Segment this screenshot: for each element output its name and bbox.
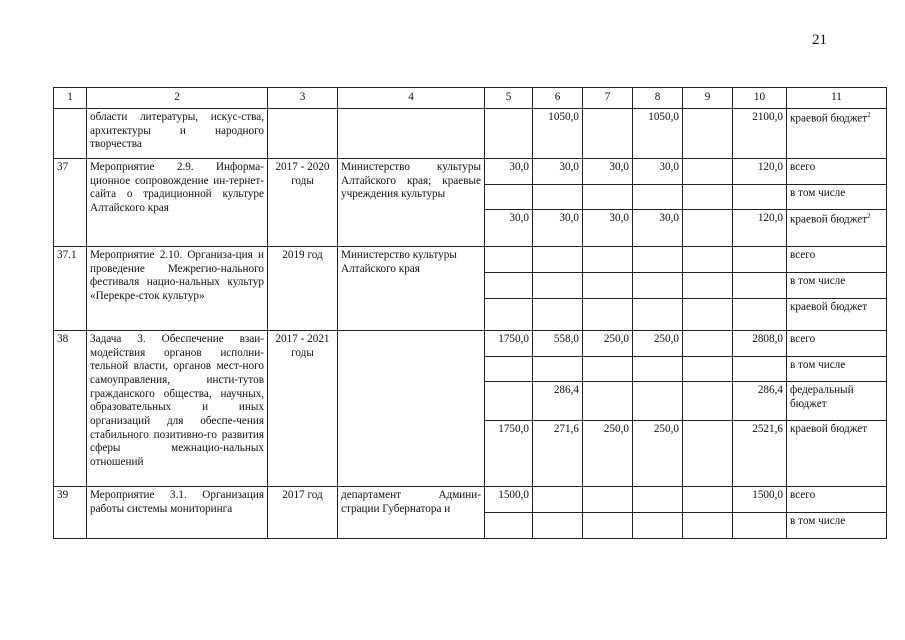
row-number: 37.1	[54, 247, 87, 331]
value-cell: 286,4	[733, 382, 787, 421]
value-cell: 250,0	[633, 331, 683, 357]
funding-source: в том числе	[787, 357, 887, 382]
value-cell: 1750,0	[485, 331, 533, 357]
value-cell: 250,0	[633, 421, 683, 487]
years-cell: 2017 - 2021 годы	[268, 331, 338, 487]
funding-source: в том числе	[787, 273, 887, 299]
measure-name: Мероприятие 2.9. Информа-ционное сопровождение ин-тернет-сайта о традиционной культуре Алтайского края	[87, 159, 268, 247]
funding-source: всего	[787, 487, 887, 513]
funding-source: краевой бюджет	[787, 299, 887, 331]
table-row	[54, 247, 887, 273]
table-row	[54, 487, 887, 513]
header-cell: 8	[633, 88, 683, 109]
row-number: 38	[54, 331, 87, 487]
funding-source: всего	[787, 331, 887, 357]
value-cell: 120,0	[733, 159, 787, 185]
header-cell: 11	[787, 88, 887, 109]
header-cell: 9	[683, 88, 733, 109]
page-number: 21	[812, 32, 827, 48]
executor-cell: Министерство культуры Алтайского края	[338, 247, 485, 331]
value-cell: 30,0	[485, 159, 533, 185]
value-cell: 30,0	[583, 210, 633, 247]
value-cell: 2521,6	[733, 421, 787, 487]
row-number: 37	[54, 159, 87, 247]
measure-name: Мероприятие 2.10. Организа-ция и проведение Межрегио-нального фестиваля нацио-нальных культур «Перекре-сток культур»	[87, 247, 268, 331]
value-cell: 30,0	[633, 159, 683, 185]
value-cell: 30,0	[583, 159, 633, 185]
header-cell: 4	[338, 88, 485, 109]
header-cell: 10	[733, 88, 787, 109]
funding-source: краевой бюджет$^2$	[787, 109, 887, 159]
measure-name: Задача 3. Обеспечение взаи-модействия органов исполни-тельной власти, органов мест-ного самоуправления, инсти-тутов гражданского общества, научных, образовательных и иных организаций для обеспе-чения стабильного позитивно-го развития сферы межнацио-нальных отношений	[87, 331, 268, 487]
years-cell: 2017 - 2020 годы	[268, 159, 338, 247]
value-cell: 30,0	[533, 159, 583, 185]
funding-source: федеральный бюджет	[787, 382, 887, 421]
value-cell: 1050,0	[633, 109, 683, 159]
funding-source: в том числе	[787, 513, 887, 539]
measure-name: Мероприятие 3.1. Организация работы системы мониторинга	[87, 487, 268, 539]
table-row	[54, 331, 887, 357]
funding-source: краевой бюджет$^2$	[787, 210, 887, 247]
value-cell: 2100,0	[733, 109, 787, 159]
value-cell: 1750,0	[485, 421, 533, 487]
executor-cell: департамент Админи-страции Губернатора и	[338, 487, 485, 539]
value-cell: 1500,0	[733, 487, 787, 513]
header-cell: 6	[533, 88, 583, 109]
value-cell: 1500,0	[485, 487, 533, 513]
header-cell: 7	[583, 88, 633, 109]
funding-source: краевой бюджет	[787, 421, 887, 487]
value-cell: 271,6	[533, 421, 583, 487]
value-cell: 30,0	[485, 210, 533, 247]
table-row	[54, 109, 887, 159]
value-cell: 2808,0	[733, 331, 787, 357]
value-cell: 558,0	[533, 331, 583, 357]
years-cell: 2017 год	[268, 487, 338, 539]
header-cell: 3	[268, 88, 338, 109]
header-cell: 5	[485, 88, 533, 109]
row-number: 39	[54, 487, 87, 539]
header-row	[54, 88, 887, 109]
header-cell: 1	[54, 88, 87, 109]
value-cell: 250,0	[583, 331, 633, 357]
value-cell: 286,4	[533, 382, 583, 421]
funding-source: в том числе	[787, 185, 887, 210]
value-cell: 120,0	[733, 210, 787, 247]
table-row	[54, 159, 887, 185]
value-cell: 30,0	[533, 210, 583, 247]
header-cell: 2	[87, 88, 268, 109]
funding-source: всего	[787, 159, 887, 185]
funding-source: всего	[787, 247, 887, 273]
budget-table	[53, 87, 887, 539]
value-cell: 30,0	[633, 210, 683, 247]
value-cell: 250,0	[583, 421, 633, 487]
executor-cell: Министерство культуры Алтайского края; краевые учреждения культуры	[338, 159, 485, 247]
years-cell: 2019 год	[268, 247, 338, 331]
value-cell: 1050,0	[533, 109, 583, 159]
measure-name: области литературы, искус-ства, архитектуры и народного творчества	[87, 109, 268, 159]
